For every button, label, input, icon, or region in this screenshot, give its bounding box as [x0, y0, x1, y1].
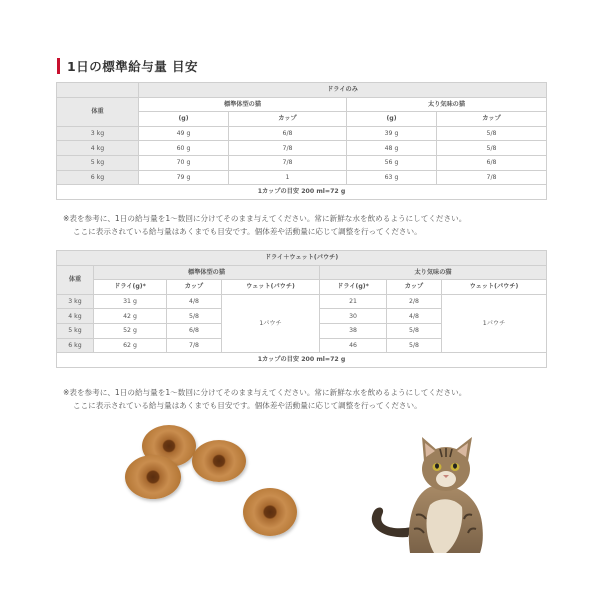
table-row — [57, 294, 547, 309]
weight-cell: 4 kg — [57, 309, 94, 324]
table-row — [57, 170, 547, 185]
grams-cell: 56 g — [347, 155, 437, 170]
cup-cell: 4/8 — [387, 309, 442, 324]
table1-group-standard: 標準体型の猫 — [139, 97, 347, 112]
table2-col-cup: カップ — [167, 280, 222, 295]
heading-accent-bar — [57, 58, 60, 74]
note-2-line-2: ここに表示されている給与量はあくまでも目安です。個体差や活動量に応じて調整を行ってください。 — [73, 400, 422, 410]
feeding-table-dry-wet — [56, 250, 547, 368]
wet-standard-cell: 1パウチ — [222, 294, 320, 352]
cup-cell: 5/8 — [387, 323, 442, 338]
table1-group-overweight: 太り気味の猫 — [347, 97, 547, 112]
page-title: 1日の標準給与量 目安 — [67, 59, 199, 74]
table2-col-wet: ウェット(パウチ) — [222, 280, 320, 295]
note-2-line-1: ※表を参考に、1日の給与量を1～数回に分けてそのまま与えてください。常に新鮮な水を飲めるようにしてください。 — [63, 388, 467, 397]
grams-cell: 63 g — [347, 170, 437, 185]
cup-cell: 7/8 — [167, 338, 222, 353]
weight-cell: 6 kg — [57, 170, 139, 185]
grams-cell: 79 g — [139, 170, 229, 185]
table2-col-cup: カップ — [387, 280, 442, 295]
table2-group-standard: 標準体型の猫 — [94, 265, 320, 280]
cup-cell: 5/8 — [437, 126, 547, 141]
dry-cell: 42 g — [94, 309, 167, 324]
dry-cell: 46 — [320, 338, 387, 353]
table1-col-g: (g) — [347, 112, 437, 127]
note-1 — [63, 213, 466, 238]
weight-cell: 3 kg — [57, 126, 139, 141]
cup-cell: 7/8 — [437, 170, 547, 185]
table1-caption: ドライのみ — [139, 83, 547, 98]
table2-group-overweight: 太り気味の猫 — [320, 265, 547, 280]
kibble-image — [125, 455, 181, 499]
dry-cell: 52 g — [94, 323, 167, 338]
dry-cell: 21 — [320, 294, 387, 309]
table2-col-dry: ドライ(g)* — [320, 280, 387, 295]
cup-cell: 5/8 — [167, 309, 222, 324]
weight-cell: 4 kg — [57, 141, 139, 156]
cup-cell: 7/8 — [229, 141, 347, 156]
grams-cell: 39 g — [347, 126, 437, 141]
table1-col-g: (g) — [139, 112, 229, 127]
table1-col-cup: カップ — [229, 112, 347, 127]
note-1-line-2: ここに表示されている給与量はあくまでも目安です。個体差や活動量に応じて調整を行ってください。 — [73, 226, 422, 236]
dry-cell: 31 g — [94, 294, 167, 309]
note-1-line-1: ※表を参考に、1日の給与量を1～数回に分けてそのまま与えてください。常に新鮮な水を飲めるようにしてください。 — [63, 214, 467, 223]
weight-cell: 3 kg — [57, 294, 94, 309]
dry-cell: 30 — [320, 309, 387, 324]
grams-cell: 48 g — [347, 141, 437, 156]
cat-image — [360, 435, 500, 553]
grams-cell: 49 g — [139, 126, 229, 141]
cup-cell: 7/8 — [229, 155, 347, 170]
feeding-table-dry-only — [56, 82, 547, 200]
table2-col-dry: ドライ(g)* — [94, 280, 167, 295]
cup-cell: 5/8 — [437, 141, 547, 156]
cup-cell: 4/8 — [167, 294, 222, 309]
kibble-image — [243, 488, 297, 536]
table2-footer: 1カップの目安 200 ml=72 g — [57, 353, 547, 368]
table1-weight-header: 体重 — [57, 97, 139, 126]
cup-cell: 6/8 — [229, 126, 347, 141]
dry-cell: 62 g — [94, 338, 167, 353]
weight-cell: 5 kg — [57, 155, 139, 170]
table2-col-wet: ウェット(パウチ) — [442, 280, 547, 295]
cup-cell: 6/8 — [437, 155, 547, 170]
weight-cell: 6 kg — [57, 338, 94, 353]
section-heading — [57, 56, 198, 76]
table-row — [57, 126, 547, 141]
table2-caption: ドライ＋ウェット(パウチ) — [57, 251, 547, 266]
cup-cell: 1 — [229, 170, 347, 185]
grams-cell: 70 g — [139, 155, 229, 170]
table1-footer: 1カップの目安 200 ml=72 g — [57, 185, 547, 200]
dry-cell: 38 — [320, 323, 387, 338]
table1-corner — [57, 83, 139, 98]
table-row — [57, 155, 547, 170]
grams-cell: 60 g — [139, 141, 229, 156]
cat-tail — [372, 508, 412, 538]
table1-col-cup: カップ — [437, 112, 547, 127]
cup-cell: 6/8 — [167, 323, 222, 338]
cup-cell: 5/8 — [387, 338, 442, 353]
table2-weight-header: 体重 — [57, 265, 94, 294]
table-row — [57, 141, 547, 156]
weight-cell: 5 kg — [57, 323, 94, 338]
note-2 — [63, 387, 466, 412]
wet-overweight-cell: 1パウチ — [442, 294, 547, 352]
kibble-image — [192, 440, 246, 482]
cup-cell: 2/8 — [387, 294, 442, 309]
